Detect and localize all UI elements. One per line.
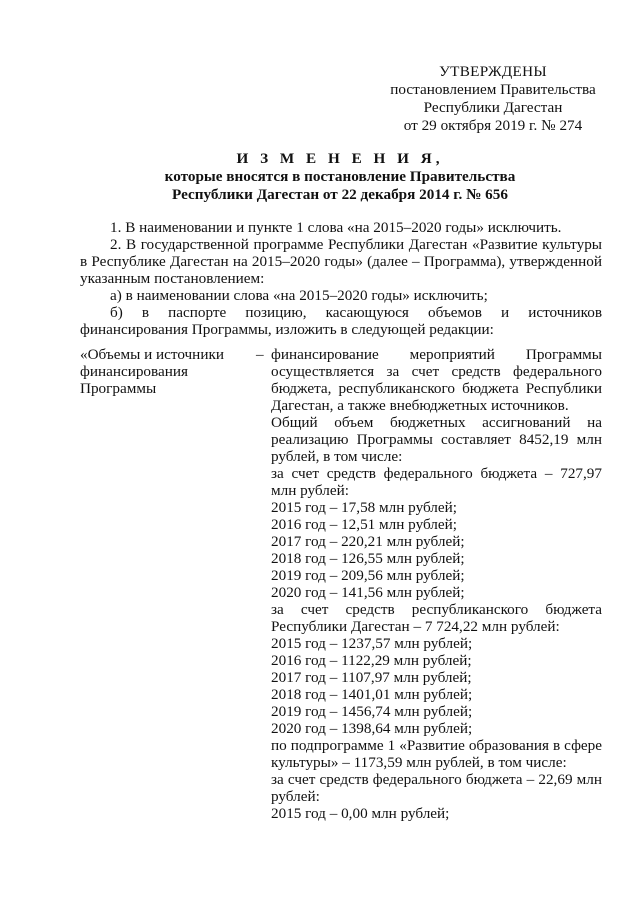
federal-budget-total: за счет средств федерального бюджета – 727,97 млн рублей:: [271, 465, 602, 499]
federal-2015: 2015 год – 17,58 млн рублей;: [271, 499, 457, 516]
approval-stamp: [388, 63, 598, 135]
funding-details: [271, 346, 602, 822]
approval-title: УТВЕРЖДЕНЫ: [439, 63, 547, 80]
federal-2018: 2018 год – 126,55 млн рублей;: [271, 550, 465, 567]
document-body: [80, 219, 602, 338]
subprogram-1-total: по подпрограмме 1 «Развитие образования в сфере культуры» – 1173,59 млн рублей, в том числе:: [271, 737, 602, 771]
federal-2016: 2016 год – 12,51 млн рублей;: [271, 516, 457, 533]
republic-2020: 2020 год – 1398,64 млн рублей;: [271, 720, 473, 737]
funding-label: «Объемы и источники финансирования Программы: [80, 346, 224, 397]
heading-title: И З М Е Н Е Н И Я,: [236, 150, 444, 167]
paragraph-2: 2. В государственной программе Республики Дагестан «Развитие культуры в Республике Дагестан на 2015–2020 годы» (далее – Программа), утвержденной указанным постановлением:: [80, 236, 602, 287]
paragraph-4: б) в паспорте позицию, касающуюся объемов и источников финансирования Программы, изложить в следующей редакции:: [80, 304, 602, 338]
federal-2017: 2017 год – 220,21 млн рублей;: [271, 533, 465, 550]
document-heading: [80, 150, 600, 204]
paragraph-1: 1. В наименовании и пункте 1 слова «на 2015–2020 годы» исключить.: [110, 219, 562, 236]
funding-intro: финансирование мероприятий Программы осуществляется за счет средств федерального бюджета, республиканского бюджета Республики Дагестан, а также внебюджетных источников.: [271, 346, 602, 414]
subprogram-1-federal: за счет средств федерального бюджета – 22,69 млн рублей:: [271, 771, 602, 805]
federal-2019: 2019 год – 209,56 млн рублей;: [271, 567, 465, 584]
table-dash: –: [256, 346, 264, 363]
approval-date: от 29 октября 2019 г. № 274: [403, 117, 583, 134]
approval-line-2: постановлением Правительства: [390, 81, 596, 98]
funding-total: Общий объем бюджетных ассигнований на реализацию Программы составляет 8452,19 млн рублей, в том числе:: [271, 414, 602, 465]
subprogram-1-federal-2015: 2015 год – 0,00 млн рублей;: [271, 805, 450, 822]
paragraph-3: а) в наименовании слова «на 2015–2020 годы» исключить;: [110, 287, 488, 304]
republic-2015: 2015 год – 1237,57 млн рублей;: [271, 635, 473, 652]
republic-2018: 2018 год – 1401,01 млн рублей;: [271, 686, 473, 703]
republic-2016: 2016 год – 1122,29 млн рублей;: [271, 652, 472, 669]
republic-2019: 2019 год – 1456,74 млн рублей;: [271, 703, 473, 720]
heading-line-3: Республики Дагестан от 22 декабря 2014 г. № 656: [172, 186, 508, 203]
federal-2020: 2020 год – 141,56 млн рублей;: [271, 584, 465, 601]
republic-2017: 2017 год – 1107,97 млн рублей;: [271, 669, 472, 686]
heading-line-2: которые вносятся в постановление Правительства: [164, 168, 516, 185]
approval-line-3: Республики Дагестан: [423, 99, 563, 116]
republic-budget-total: за счет средств республиканского бюджета Республики Дагестан – 7 724,22 млн рублей:: [271, 601, 602, 635]
